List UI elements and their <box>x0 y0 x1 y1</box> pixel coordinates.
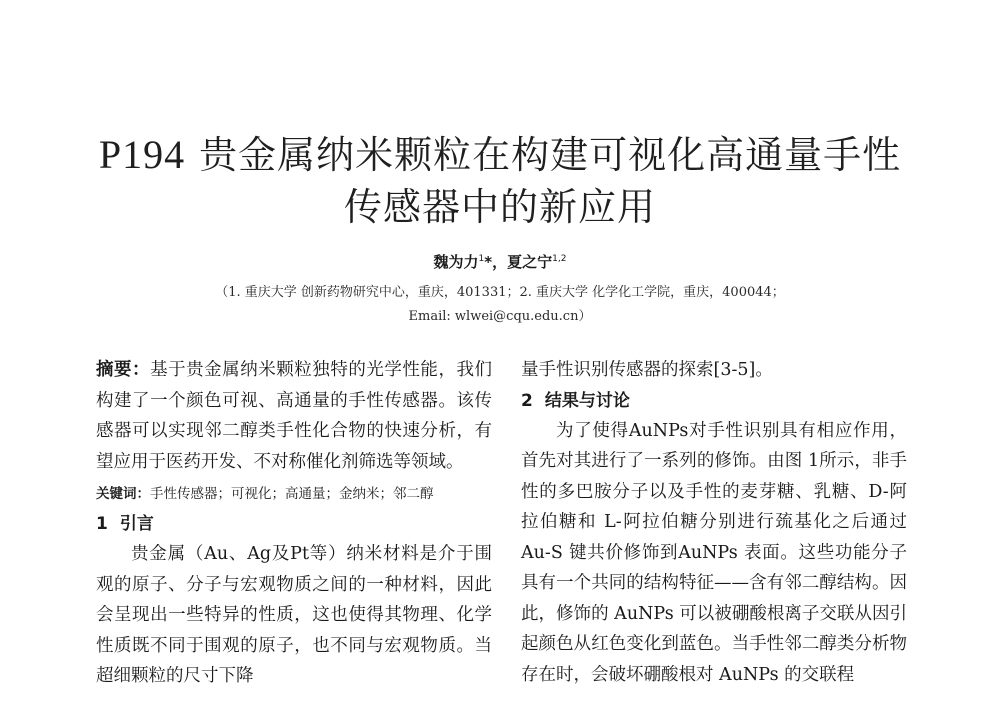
abstract-text: 基于贵金属纳米颗粒独特的光学性能，我们构建了一个颜色可视、高通量的手性传感器。该传感器可以实现邻二醇类手性化合物的快速分析，有望应用于医药开发、不对称催化剂筛选等领域。 <box>96 360 493 472</box>
continued-text: 量手性识别传感器的探索[3-5]。 <box>521 360 773 380</box>
keywords-label: 关键词： <box>96 486 150 502</box>
abstract <box>96 355 492 477</box>
left-column <box>96 355 492 692</box>
keywords-text: 手性传感器；可视化；高通量；金纳米；邻二醇 <box>150 486 434 502</box>
section-title: 结果与讨论 <box>544 390 630 411</box>
section-number: 1 <box>96 514 108 534</box>
email-line: Email: wlwei@cqu.edu.cn） <box>408 309 592 324</box>
section-heading-results <box>521 386 907 416</box>
corresponding-mark: *， <box>484 253 508 271</box>
right-column <box>521 355 907 690</box>
abstract-label: 摘要： <box>96 360 151 380</box>
author-line <box>0 251 1000 272</box>
paper-title-line1 <box>0 124 1000 179</box>
author-affiliation-mark: 1,2 <box>552 254 567 264</box>
section-number: 2 <box>521 390 533 411</box>
results-paragraph: 为了使得AuNPs对手性识别具有相应作用，首先对其进行了一系列的修饰。由图 1所示，非手性的多巴胺分子以及手性的麦芽糖、乳糖、D-阿拉伯糖和 L-阿拉伯糖分别进行巯基化之后通过 Au-S 键共价修饰到AuNPs 表面。这些功能分子具有一个共同的结构特征——含有邻二醇结构。因此，修饰的 AuNPs 可以被硼酸根离子交联从因引起颜色从红色变化到蓝色。当手性邻二醇类分析物存在时，会破坏硼酸根对 AuNPs 的交联程 <box>521 420 907 685</box>
intro-paragraph: 贵金属（Au、Ag及Pt等）纳米材料是介于围观的原子、分子与宏观物质之间的一种材料，因此会呈现出一些特异的性质，这也使得其物理、化学性质既不同于围观的原子，也不同与宏观物质。当超细颗粒的尺寸下降 <box>96 544 492 686</box>
keywords <box>96 479 492 509</box>
author-affiliation-mark: 1 <box>478 254 485 264</box>
paper-title-text: 贵金属纳米颗粒在构建可视化高通量手性 <box>199 133 902 177</box>
affiliations: （1. 重庆大学 创新药物研究中心，重庆，401331；2. 重庆大学 化学化工学院，重庆，400044； <box>215 285 785 300</box>
section-heading-intro <box>96 509 492 539</box>
paper-title-line2: 传感器中的新应用 <box>343 185 656 229</box>
author-name: 魏为力 <box>433 253 479 271</box>
section-title: 引言 <box>119 514 154 534</box>
paper-code: P194 <box>98 132 186 177</box>
author-name: 夏之宁 <box>507 253 553 271</box>
